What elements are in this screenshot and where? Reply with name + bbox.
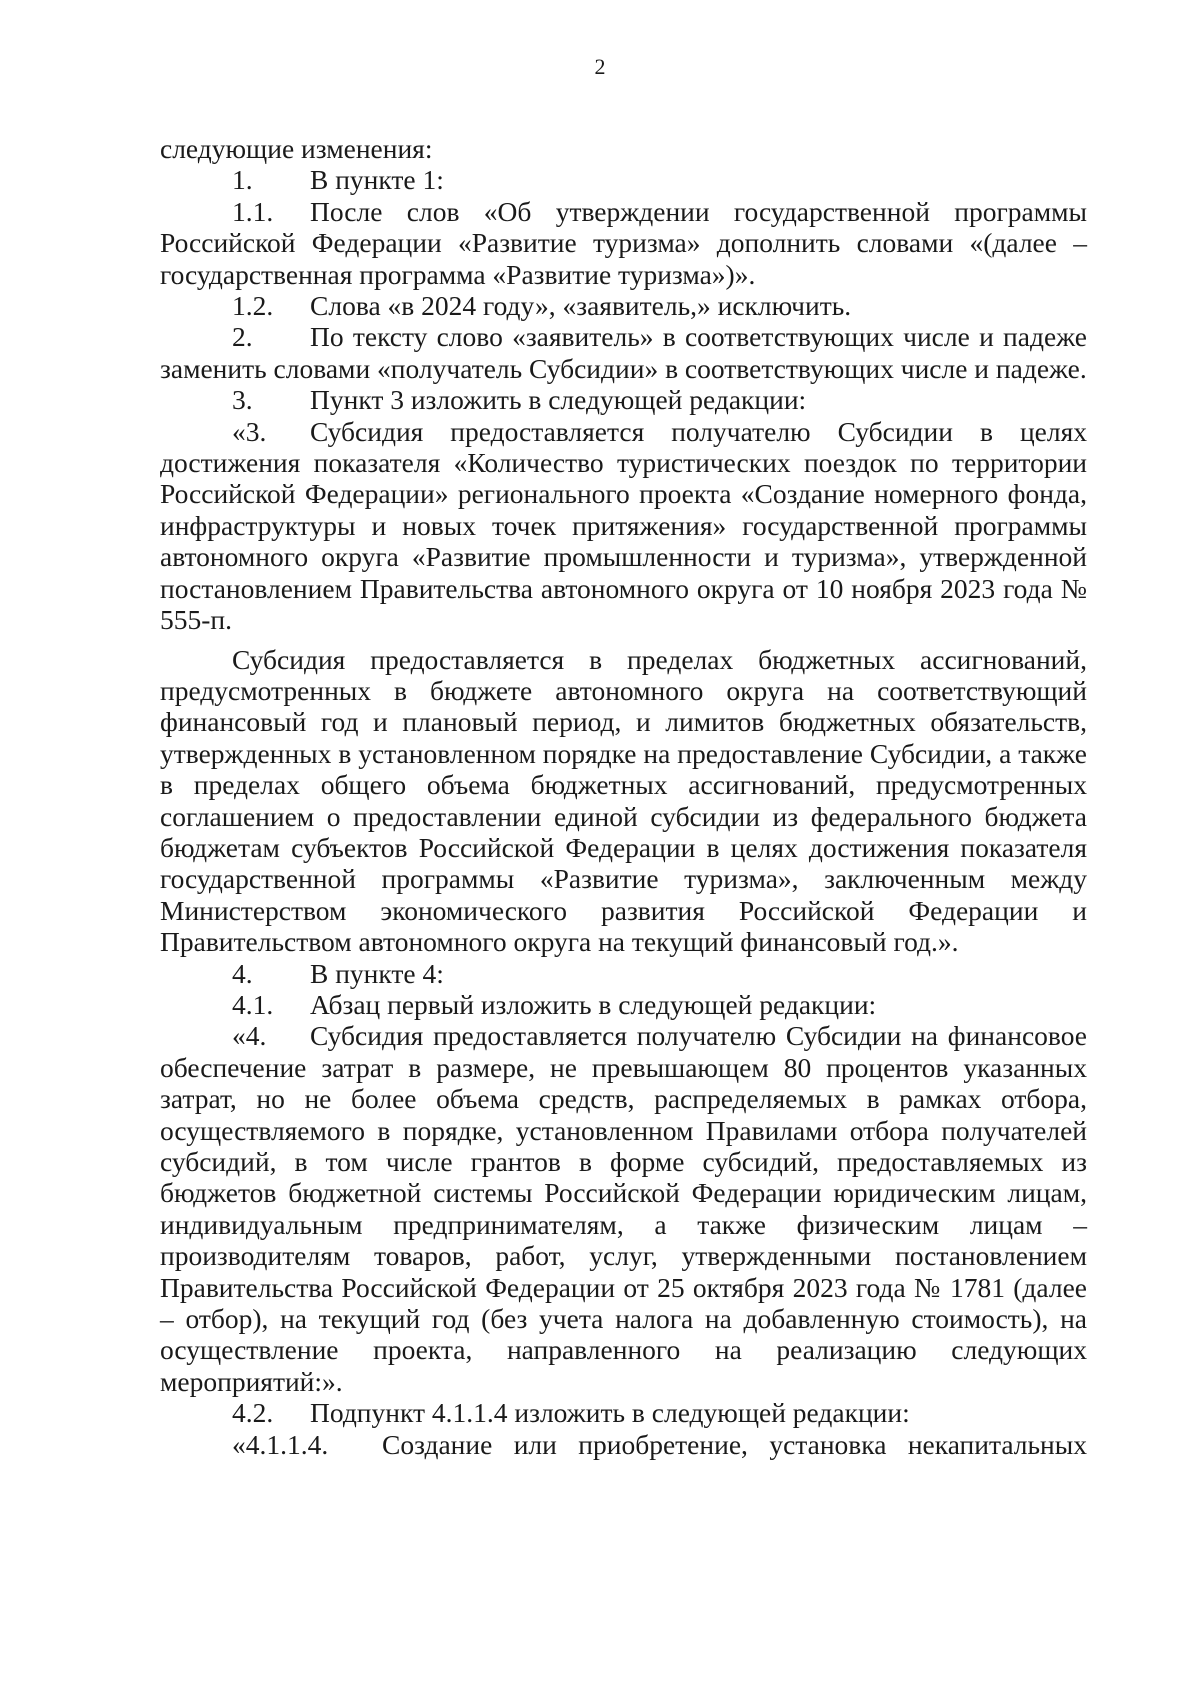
paragraph-number: 1.2. <box>232 290 274 322</box>
paragraph-quote-4 <box>160 1020 1087 1397</box>
paragraph-number: 1.1. <box>232 195 274 227</box>
paragraph-4-1 <box>160 989 1087 1020</box>
paragraph-quote-4-1-1-4 <box>160 1429 1087 1460</box>
paragraph-number: 4. <box>232 957 253 989</box>
paragraph-number: 3. <box>232 384 253 416</box>
paragraph-text: следующие изменения: <box>160 133 433 164</box>
paragraph-3 <box>160 384 1087 415</box>
paragraph-text: Субсидия предоставляется в пределах бюджетных ассигнований, предусмотренных в бюджете автономного округа на соответствующий финансовый год и плановый период, и лимитов бюджетных обязательств, утвержденных в установленном порядке на предоставление Субсидии, а также в пределах общего объема бюджетных ассигнований, предусмотренных соглашением о предоставлении единой субсидии из федерального бюджета бюджетам субъектов Российской Федерации в целях достижения показателя государственной программы «Развитие туризма», заключенным между Министерством экономического развития Российской Федерации и Правительством автономного округа на текущий финансовый год.». <box>160 643 1087 958</box>
paragraph-text: Слова «в 2024 году», «заявитель,» исключить. <box>310 290 852 322</box>
paragraph-number: «4. <box>232 1020 267 1052</box>
paragraph-number: «4.1.1.4. <box>232 1428 329 1460</box>
paragraph-text: В пункте 4: <box>310 957 444 989</box>
paragraph-number: «3. <box>232 415 267 447</box>
paragraph-text: В пункте 1: <box>310 164 444 196</box>
paragraph-intro <box>160 133 1087 164</box>
document-body <box>160 133 1087 1460</box>
paragraph-text: Пункт 3 изложить в следующей редакции: <box>310 384 807 416</box>
paragraph-text: По тексту слово «заявитель» в соответствующих числе и падеже заменить словами «получатель Субсидии» в соответствующих числе и падеже. <box>160 321 1087 384</box>
paragraph-text: Абзац первый изложить в следующей редакции: <box>310 988 877 1020</box>
paragraph-number: 2. <box>232 321 253 353</box>
paragraph-text: Создание или приобретение, установка некапитальных <box>382 1428 1087 1460</box>
paragraph-number: 1. <box>232 164 253 196</box>
paragraph-text: Субсидия предоставляется получателю Субсидии на финансовое обеспечение затрат в размере, не превышающем 80 процентов указанных затрат, но не более объема средств, распределяемых в рамках отбора, осуществляемого в порядке, установленном Правилами отбора получателей субсидий, в том числе грантов в форме субсидий, предоставляемых из бюджетов бюджетной системы Российской Федерации юридическим лицам, индивидуальным предпринимателям, а также физическим лицам – производителям товаров, работ, услуг, утвержденными постановлением Правительства Российской Федерации от 25 октября 2023 года № 1781 (далее – отбор), на текущий год (без учета налога на добавленную стоимость), на осуществление проекта, направленного на реализацию следующих мероприятий:». <box>160 1020 1087 1397</box>
paragraph-4-2 <box>160 1397 1087 1428</box>
page-number: 2 <box>594 54 606 79</box>
paragraph-2 <box>160 321 1087 384</box>
paragraph-text: После слов «Об утверждении государственной программы Российской Федерации «Развитие туризма» дополнить словами «(далее – государственная программа «Развитие туризма»)». <box>160 195 1087 290</box>
paragraph-number: 4.1. <box>232 988 274 1020</box>
paragraph-text: Подпункт 4.1.1.4 изложить в следующей редакции: <box>310 1397 910 1429</box>
paragraph-1-2 <box>160 290 1087 321</box>
paragraph-quote-3 <box>160 416 1087 636</box>
paragraph-4 <box>160 958 1087 989</box>
paragraph-number: 4.2. <box>232 1397 274 1429</box>
paragraph-1-1 <box>160 196 1087 290</box>
paragraph-text: Субсидия предоставляется получателю Субсидии в целях достижения показателя «Количество туристических поездок по территории Российской Федерации» регионального проекта «Создание номерного фонда, инфраструктуры и новых точек притяжения» государственной программы автономного округа «Развитие промышленности и туризма», утвержденной постановлением Правительства автономного округа от 10 ноября 2023 года № 555-п. <box>160 415 1087 636</box>
paragraph-subsidy-limits <box>160 644 1087 958</box>
paragraph-1 <box>160 164 1087 195</box>
